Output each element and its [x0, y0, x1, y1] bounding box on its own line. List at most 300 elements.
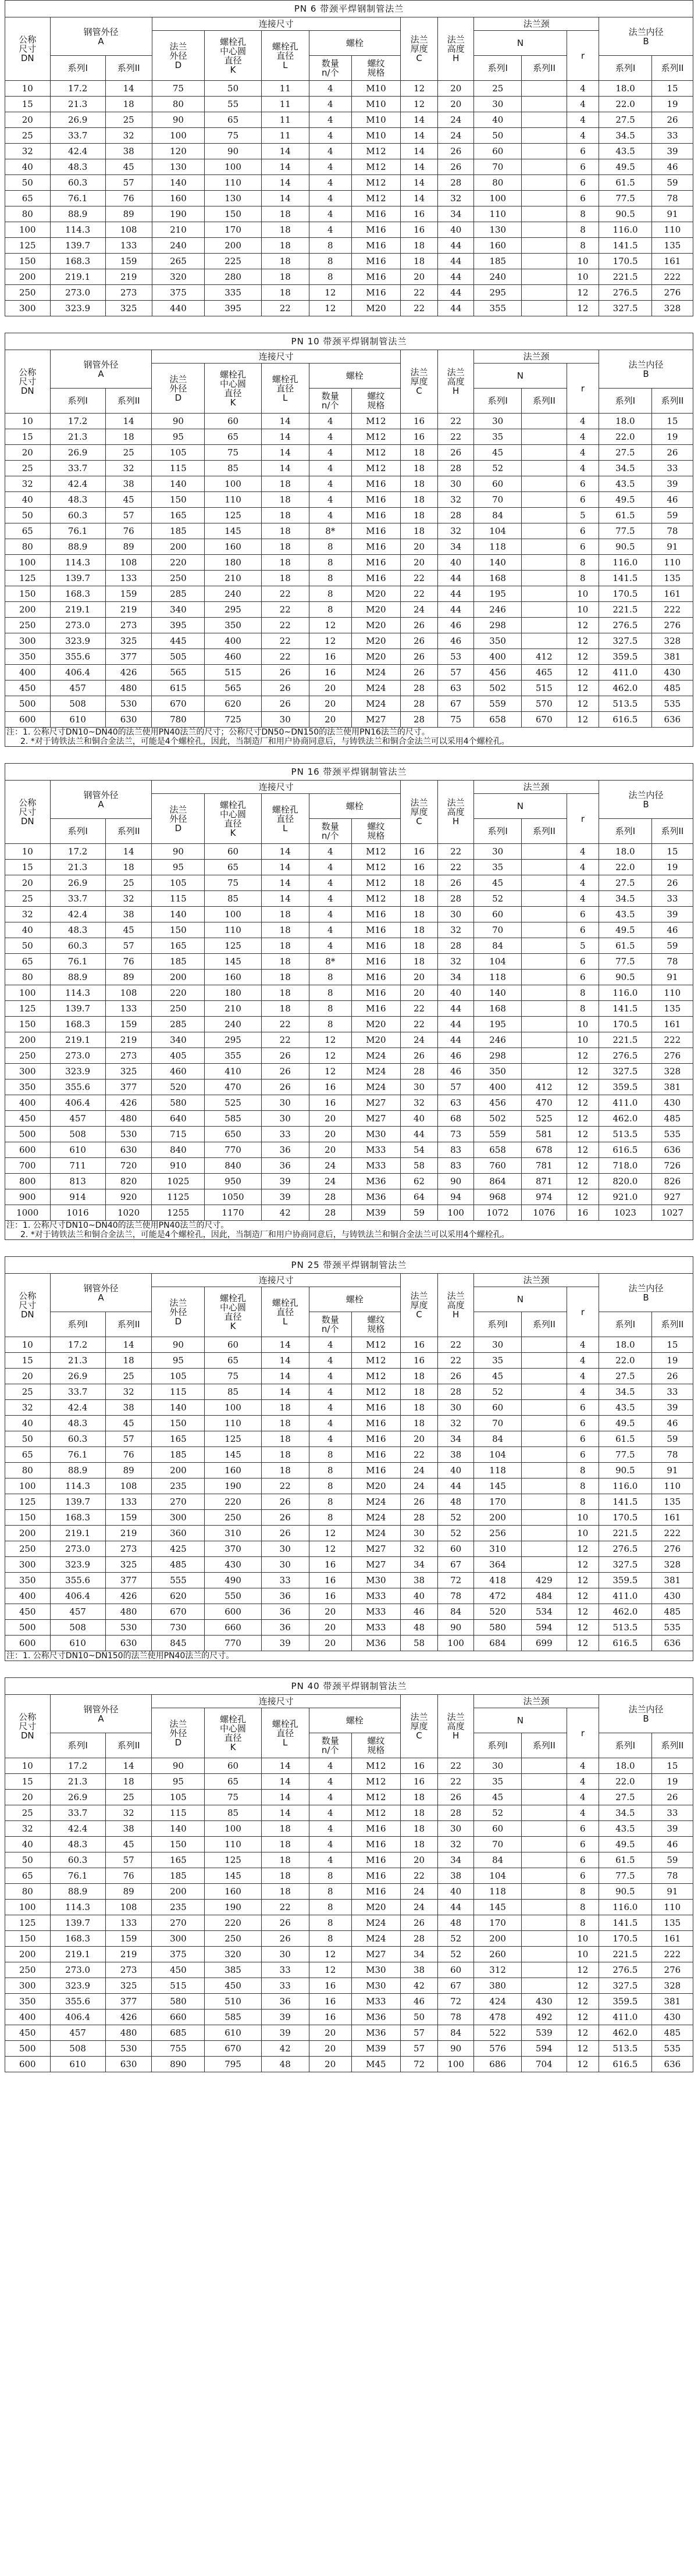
table-cell: 62 [400, 1174, 437, 1189]
table-cell: 22 [438, 429, 474, 445]
table-cell: 170 [474, 1915, 522, 1931]
table-cell: 457 [50, 1111, 105, 1127]
table-cell: M16 [351, 954, 400, 970]
table-cell [522, 523, 567, 539]
header-connect: 连接尺寸 [152, 1695, 400, 1708]
table-cell: 30 [474, 844, 522, 860]
table-cell: 75 [205, 445, 261, 461]
table-cell: 160 [474, 238, 522, 254]
table-cell [522, 860, 567, 875]
table-cell: 59 [651, 938, 693, 954]
table-cell: 40 [438, 1884, 474, 1900]
header-pipe-od: 钢管外径 A [50, 17, 152, 56]
table-cell: 580 [474, 1620, 522, 1636]
table-row [5, 2010, 693, 2025]
table-cell: 135 [651, 1915, 693, 1931]
table-cell: 4 [567, 1369, 599, 1384]
table-cell: 18.0 [599, 414, 651, 429]
table-cell: 26 [438, 1369, 474, 1384]
table-cell: 16 [567, 1205, 599, 1221]
table-cell: M45 [351, 2057, 400, 2072]
table-row [5, 1962, 693, 1978]
table-cell: 90.5 [599, 206, 652, 222]
table-cell: 130 [152, 159, 205, 175]
table-cell: 12 [567, 1095, 599, 1111]
table-cell: 28 [438, 1805, 474, 1821]
table-cell: 18 [105, 429, 152, 445]
table-cell: 26 [400, 1494, 437, 1510]
table-cell: 18 [261, 1416, 309, 1431]
table-cell: 636 [651, 1142, 693, 1158]
table-cell [522, 1915, 567, 1931]
table-cell: 65 [205, 860, 261, 875]
table-cell: 20 [309, 712, 351, 728]
table-cell: 33 [651, 1805, 693, 1821]
table-cell: 14 [401, 159, 438, 175]
table-cell: 350 [474, 633, 522, 649]
table-cell: 6 [567, 1868, 599, 1884]
table-cell: 4 [567, 1337, 599, 1353]
table-cell: 630 [105, 1142, 152, 1158]
table-cell: 18 [400, 1416, 437, 1431]
table-cell: 65 [205, 1353, 261, 1369]
table-cell: 14 [105, 414, 152, 429]
table-cell [522, 1557, 567, 1573]
table-cell: M12 [351, 144, 400, 159]
table-cell: 14 [105, 81, 152, 97]
table-cell: M30 [351, 1127, 400, 1142]
table-cell: 4 [309, 445, 351, 461]
table-cell: 100 [5, 222, 51, 238]
table-cell: 658 [474, 1142, 522, 1158]
table-cell: 616.5 [599, 2057, 651, 2072]
header-pipe-od: 钢管外径 A [50, 781, 152, 819]
table-cell: M24 [351, 1048, 400, 1064]
table-cell: 33.7 [50, 461, 105, 476]
table-cell: 76.1 [50, 191, 105, 206]
table-cell: 75 [205, 1790, 261, 1805]
table-row [5, 476, 693, 492]
table-cell: 108 [105, 1900, 152, 1915]
table-cell: 32 [5, 476, 51, 492]
table-cell: 10 [567, 1931, 599, 1947]
header-dn: 公称 尺寸 DN [5, 1695, 51, 1758]
table-cell: 44 [438, 301, 474, 316]
table-cell: 219 [105, 602, 152, 618]
table-cell: 159 [105, 1510, 152, 1526]
table-cell: 781 [522, 1158, 567, 1174]
table-cell: 276 [651, 285, 693, 301]
table-cell: 200 [5, 1526, 51, 1541]
table-cell: 6 [567, 476, 599, 492]
table-cell: 4 [309, 860, 351, 875]
table-cell: 139.7 [50, 1001, 105, 1017]
table-cell: 90 [438, 2041, 474, 2057]
table-cell: 25 [5, 461, 51, 476]
table-cell: 55 [205, 97, 261, 112]
table-cell: 145 [205, 523, 261, 539]
header-neck-r: r [567, 794, 599, 844]
table-cell: 871 [522, 1174, 567, 1189]
table-cell: 460 [205, 649, 261, 665]
table-cell: 18 [261, 555, 309, 571]
table-cell: M27 [351, 1557, 400, 1573]
table-cell: 539 [522, 2025, 567, 2041]
note-line: 2. *对于铸铁法兰和铜合金法兰，可能是4个螺栓孔，因此，当制造厂和用户协商同意后，与铸铁法兰和铜合金法兰可以采用4个螺栓孔。 [20, 1230, 510, 1239]
table-cell [522, 1884, 567, 1900]
table-cell: 380 [474, 1978, 522, 1994]
table-cell [522, 1400, 567, 1416]
table-cell: 500 [5, 2041, 51, 2057]
table-cell: 83 [438, 1142, 474, 1158]
table-cell: 270 [152, 1915, 205, 1931]
table-cell: 160 [152, 191, 205, 206]
header-neck-r: r [567, 1287, 599, 1337]
table-cell [522, 1774, 567, 1790]
table-cell: 273 [105, 285, 152, 301]
table-cell: 60.3 [50, 508, 105, 523]
table-cell: M20 [351, 1900, 400, 1915]
table-cell: 381 [651, 1573, 693, 1588]
table-cell: 17.2 [50, 1337, 105, 1353]
table-cell: 4 [309, 922, 351, 938]
header-qty: 数量 n/个 [309, 1312, 351, 1337]
table-cell: 16 [309, 1994, 351, 2010]
table-cell [522, 954, 567, 970]
table-cell: 88.9 [50, 206, 105, 222]
table-row [5, 429, 693, 445]
table-cell: 4 [567, 1758, 599, 1774]
table-cell: 25 [5, 891, 51, 907]
table-cell: 165 [152, 1852, 205, 1868]
header-bore: 法兰内径 B [599, 350, 693, 389]
header-bolt-hole: 螺栓孔 直径 L [261, 364, 309, 414]
table-cell: 30 [474, 1337, 522, 1353]
table-cell: 27.5 [599, 1790, 651, 1805]
table-cell: 4 [309, 461, 351, 476]
table-cell: 6 [567, 970, 599, 985]
table-cell: 480 [105, 1111, 152, 1127]
table-cell: 70 [474, 922, 522, 938]
table-cell: 10 [5, 844, 51, 860]
table-cell: 80 [5, 1884, 51, 1900]
table-cell: 6 [567, 1416, 599, 1431]
table-cell: 921.0 [599, 1189, 651, 1205]
table-cell: 57 [105, 1852, 152, 1868]
table-row [5, 1048, 693, 1064]
table-cell: 4 [309, 222, 351, 238]
table-cell: 25 [105, 1369, 152, 1384]
header-neck-series-2: 系列II [522, 1733, 567, 1758]
table-row [5, 523, 693, 539]
table-cell: 250 [5, 1541, 51, 1557]
table-row [5, 922, 693, 938]
table-cell: 12 [567, 1174, 599, 1189]
table-cell: 12 [567, 649, 599, 665]
table-cell: M20 [351, 618, 400, 633]
table-cell: 20 [309, 696, 351, 712]
table-cell: 108 [105, 555, 152, 571]
table-cell: 110 [651, 222, 693, 238]
table-cell: 14 [261, 461, 309, 476]
table-cell: 265 [152, 254, 205, 269]
table-cell: M16 [351, 938, 400, 954]
table-cell: 27.5 [599, 875, 651, 891]
table-cell: 43.5 [599, 476, 651, 492]
table-row [5, 665, 693, 680]
table-cell: 26 [261, 1048, 309, 1064]
table-cell: 4 [309, 875, 351, 891]
table-cell: 49.5 [599, 492, 651, 508]
table-cell: 170 [205, 222, 261, 238]
table-cell: 22 [438, 414, 474, 429]
table-cell [522, 844, 567, 860]
table-cell: 15 [651, 1758, 693, 1774]
table-cell: 4 [567, 1805, 599, 1821]
table-cell: 34.5 [599, 461, 651, 476]
table-cell: 450 [5, 2025, 51, 2041]
header-series-2: 系列II [105, 1312, 152, 1337]
table-cell: 90 [152, 414, 205, 429]
table-cell: 8 [309, 1868, 351, 1884]
header-bolt-circle: 螺栓孔 中心圆 直径 K [205, 1287, 261, 1337]
table-cell: 222 [651, 1947, 693, 1962]
table-cell: 110 [651, 1478, 693, 1494]
table-cell: 273 [105, 618, 152, 633]
table-row [5, 938, 693, 954]
table-cell: 22.0 [599, 860, 651, 875]
table-cell: 18 [401, 254, 438, 269]
table-cell: 12 [309, 633, 351, 649]
table-cell: 18 [400, 1805, 437, 1821]
table-cell: 22 [438, 844, 474, 860]
table-row [5, 696, 693, 712]
table-cell: 105 [152, 875, 205, 891]
table-cell: 600 [5, 1636, 51, 1651]
table-cell: 140 [474, 555, 522, 571]
header-series-1: 系列I [50, 389, 105, 414]
table-cell: 24 [400, 1478, 437, 1494]
table-cell: 26 [651, 112, 693, 128]
table-cell: 44 [438, 602, 474, 618]
table-cell: 12 [567, 1189, 599, 1205]
table-cell: 78 [438, 2010, 474, 2025]
table-cell: 25 [474, 81, 522, 97]
table-cell: 974 [522, 1189, 567, 1205]
table-cell: 48 [438, 1494, 474, 1510]
table-cell: 720 [105, 1158, 152, 1174]
table-cell: 45 [105, 922, 152, 938]
table-cell: 75 [205, 128, 261, 144]
table-cell: 89 [105, 206, 152, 222]
table-cell: 18 [261, 1001, 309, 1017]
table-cell: 100 [205, 1821, 261, 1837]
table-cell: 195 [474, 1017, 522, 1032]
table-cell: 76 [105, 191, 152, 206]
table-cell: 610 [50, 2057, 105, 2072]
table-cell: 36 [261, 1142, 309, 1158]
table-cell: M27 [351, 1541, 400, 1557]
table-cell: 14 [261, 1790, 309, 1805]
table-cell: 104 [474, 954, 522, 970]
table-cell: 400 [474, 649, 522, 665]
table-cell: 27.5 [599, 1369, 651, 1384]
table-cell: M12 [351, 860, 400, 875]
table-cell: 60.3 [50, 175, 105, 191]
table-cell: 795 [205, 2057, 261, 2072]
table-cell: 24 [400, 1463, 437, 1478]
table-cell [522, 1337, 567, 1353]
header-neck-r: r [567, 31, 599, 81]
table-cell: 39 [261, 1636, 309, 1651]
table-row [5, 1032, 693, 1048]
table-cell: 406.4 [50, 665, 105, 680]
table-cell: 4 [567, 1774, 599, 1790]
table-cell: 600 [5, 2057, 51, 2072]
table-cell: 10 [567, 586, 599, 602]
table-cell: 14 [261, 175, 309, 191]
table-cell: 219.1 [50, 1032, 105, 1048]
table-cell: 535 [651, 2041, 693, 2057]
table-cell: 26.9 [50, 445, 105, 461]
header-bore: 法兰内径 B [599, 17, 693, 56]
table-cell: 54 [400, 1142, 437, 1158]
table-row [5, 1620, 693, 1636]
table-cell: 10 [5, 414, 51, 429]
table-cell: 160 [205, 1884, 261, 1900]
table-cell: 70 [474, 492, 522, 508]
table-cell: 20 [309, 1142, 351, 1158]
table-cell: 83 [438, 1158, 474, 1174]
table-cell: 480 [105, 2025, 152, 2041]
table-cell: 141.5 [599, 1001, 651, 1017]
table-cell [522, 875, 567, 891]
table-cell: 580 [152, 1994, 205, 2010]
table-cell: 310 [205, 1526, 261, 1541]
header-flange-od: 法兰 外径 D [152, 794, 205, 844]
table-cell: 327.5 [599, 633, 651, 649]
table-cell: M16 [351, 1868, 400, 1884]
table-cell: 85 [205, 891, 261, 907]
table-cell: 185 [152, 1447, 205, 1463]
table-cell: M12 [351, 1790, 400, 1805]
table-cell: 42.4 [50, 907, 105, 922]
table-cell: 72 [438, 1994, 474, 2010]
table-row [5, 1142, 693, 1158]
table-cell: 45 [105, 1416, 152, 1431]
table-cell: 20 [309, 1636, 351, 1651]
table-cell: 90 [438, 1620, 474, 1636]
table-cell: 26 [261, 665, 309, 680]
table-row [5, 414, 693, 429]
table-cell: 59 [651, 508, 693, 523]
table-cell: 18 [400, 476, 437, 492]
table-cell: 32 [438, 1837, 474, 1852]
table-cell: 200 [152, 970, 205, 985]
table-cell [522, 1962, 567, 1978]
table-cell: 59 [400, 1205, 437, 1221]
table-cell: 100 [205, 907, 261, 922]
table-cell: 17.2 [50, 844, 105, 860]
table-cell: 80 [5, 206, 51, 222]
header-bore: 法兰内径 B [599, 1695, 693, 1733]
table-cell: 8* [309, 523, 351, 539]
table-cell: 10 [567, 1947, 599, 1962]
table-cell: 4 [309, 907, 351, 922]
table-cell: M33 [351, 1588, 400, 1604]
table-cell: 16 [400, 844, 437, 860]
table-cell: 168.3 [50, 1931, 105, 1947]
table-cell: 22 [261, 1032, 309, 1048]
table-cell: 225 [205, 254, 261, 269]
table-cell: 33 [261, 1978, 309, 1994]
table-row [5, 1758, 693, 1774]
table-cell: 12 [309, 1962, 351, 1978]
table-cell: 508 [50, 2041, 105, 2057]
table-cell: 89 [105, 1463, 152, 1478]
table-cell [522, 1416, 567, 1431]
table-cell: 4 [567, 875, 599, 891]
table-cell: 16 [400, 1337, 437, 1353]
table-cell: 25 [5, 1384, 51, 1400]
table-cell: 14 [261, 1774, 309, 1790]
table-cell: 165 [152, 508, 205, 523]
table-cell: 168.3 [50, 586, 105, 602]
table-row [5, 602, 693, 618]
table-cell: 14 [261, 860, 309, 875]
table-cell: 250 [5, 1962, 51, 1978]
table-cell: 39 [651, 144, 693, 159]
table-cell [522, 1821, 567, 1837]
table-cell: 28 [400, 1510, 437, 1526]
table-cell: 33.7 [50, 891, 105, 907]
header-bore-series-1: 系列I [599, 1733, 651, 1758]
table-cell: M12 [351, 875, 400, 891]
table-cell: 28 [438, 508, 474, 523]
table-cell: M12 [351, 159, 400, 175]
table-cell: 462.0 [599, 1111, 651, 1127]
table-cell: 15 [5, 1774, 51, 1790]
table-cell: 12 [567, 680, 599, 696]
table-cell: 412 [522, 1079, 567, 1095]
table-cell: 1076 [522, 1205, 567, 1221]
table-cell: 4 [309, 191, 351, 206]
table-cell: 502 [474, 680, 522, 696]
table-cell: 19 [651, 97, 693, 112]
table-row [5, 1541, 693, 1557]
table-cell: 18 [261, 238, 309, 254]
table-cell: 26 [400, 618, 437, 633]
table-cell: 490 [205, 1573, 261, 1588]
table-cell: 8 [309, 1447, 351, 1463]
table-cell: 161 [651, 1017, 693, 1032]
table-cell: 30 [400, 1079, 437, 1095]
table-cell: 8 [309, 1900, 351, 1915]
table-cell: 25 [105, 112, 152, 128]
table-cell: M16 [351, 254, 400, 269]
table-cell: 276.5 [599, 1541, 651, 1557]
table-cell: 78 [651, 1447, 693, 1463]
table-cell: 12 [567, 1962, 599, 1978]
table-cell [522, 1369, 567, 1384]
table-cell: 200 [152, 1884, 205, 1900]
table-cell: 325 [105, 1557, 152, 1573]
table-notes [5, 1221, 693, 1240]
table-cell: 323.9 [50, 1978, 105, 1994]
table-row [5, 285, 693, 301]
header-neck-n: N [474, 1708, 567, 1733]
header-thickness: 法兰 厚度 C [400, 1274, 437, 1337]
